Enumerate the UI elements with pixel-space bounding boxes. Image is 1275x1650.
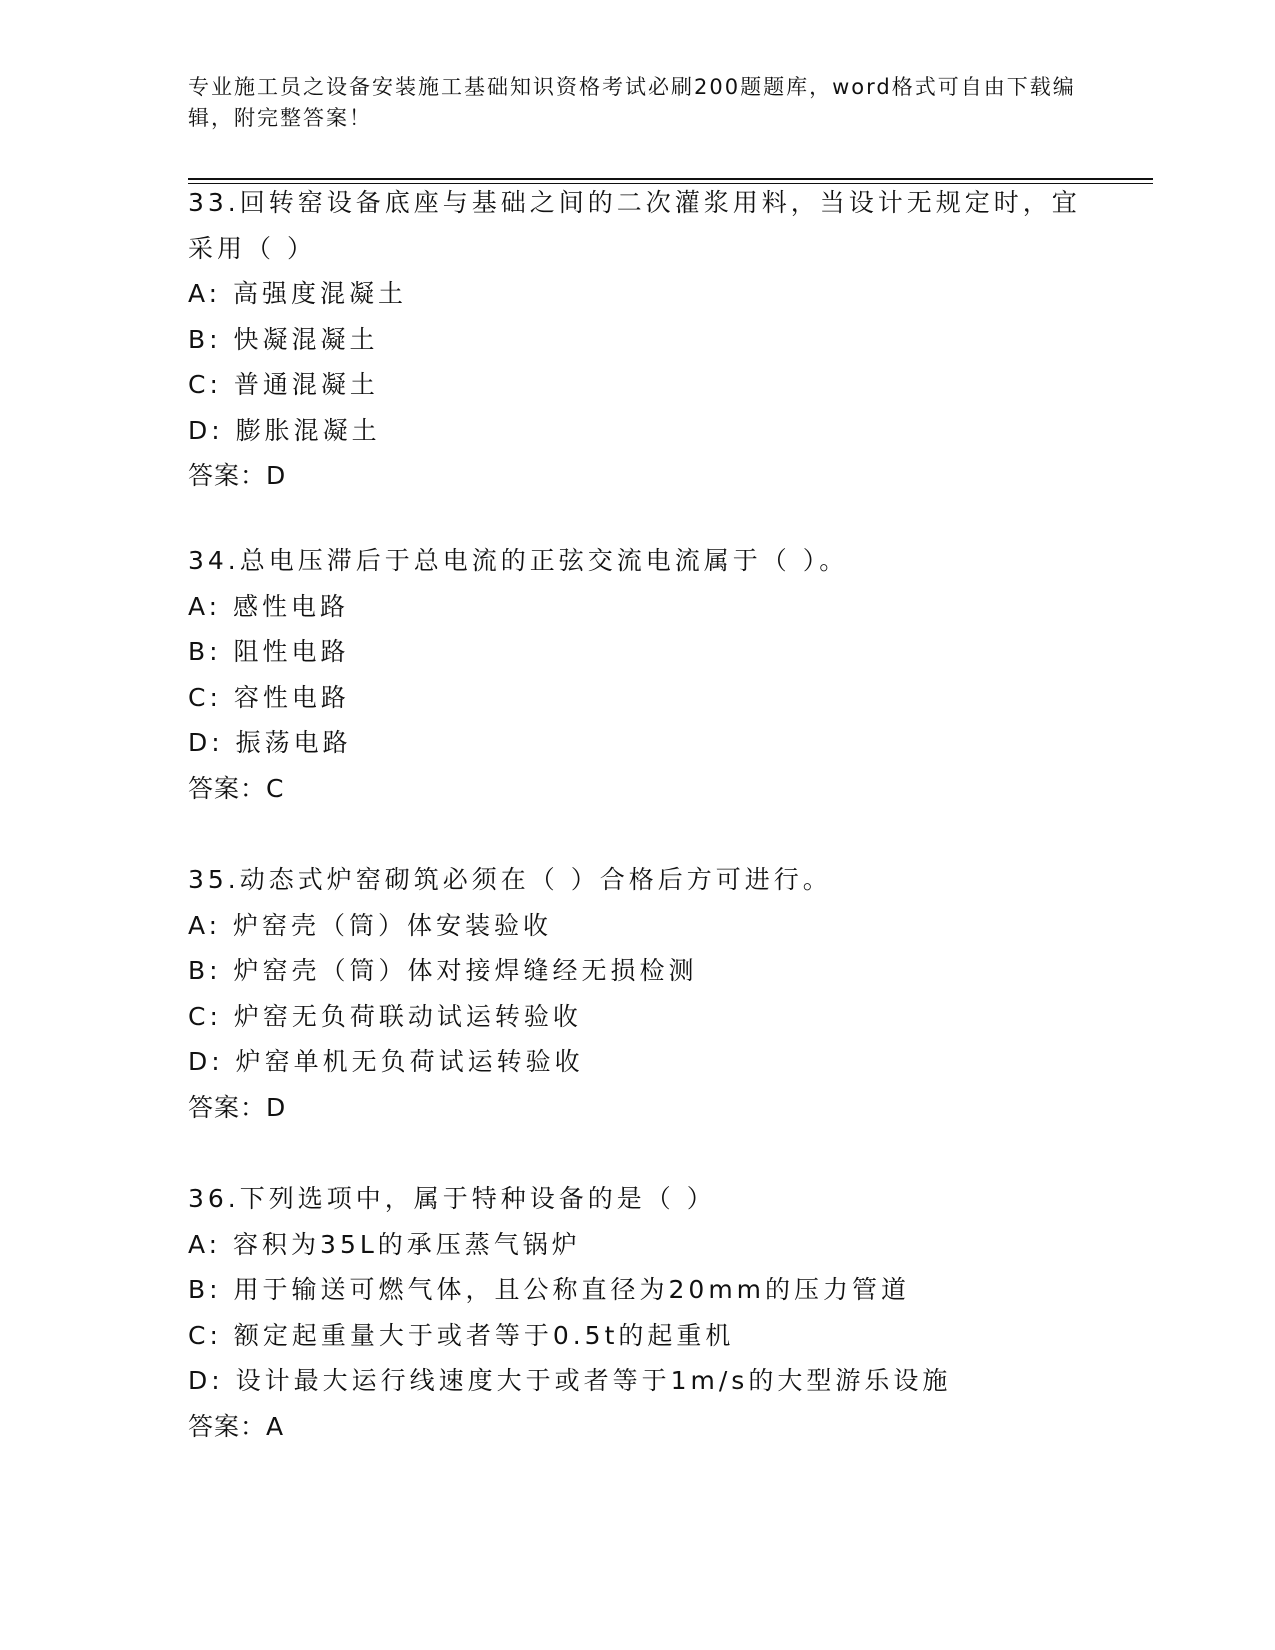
question-stem: 36.下列选项中，属于特种设备的是（ ）: [188, 1184, 716, 1213]
option-d: D: 振荡电路: [188, 728, 352, 757]
option-a: A: 高强度混凝土: [188, 279, 408, 308]
question-33: [188, 180, 1093, 499]
document-header: 专业施工员之设备安装施工基础知识资格考试必刷200题题库，word格式可自由下载编辑，附完整答案！: [188, 75, 1076, 130]
question-34: [188, 538, 1093, 811]
question-stem: 33.回转窑设备底座与基础之间的二次灌浆用料，当设计无规定时，宜采用（ ）: [188, 188, 1081, 263]
option-d: D: 设计最大运行线速度大于或者等于1m/s的大型游乐设施: [188, 1366, 952, 1395]
option-d: D: 炉窑单机无负荷试运转验收: [188, 1047, 584, 1076]
option-c: C: 炉窑无负荷联动试运转验收: [188, 1001, 582, 1031]
option-a: A: 感性电路: [188, 591, 350, 621]
option-b: B: 阻性电路: [188, 637, 350, 666]
answer: 答案：C: [188, 773, 285, 803]
option-a: A: 容积为35L的承压蒸气锅炉: [188, 1229, 581, 1259]
option-c: C: 额定起重量大于或者等于0.5t的起重机: [188, 1320, 735, 1350]
question-36: [188, 1176, 1093, 1449]
question-stem: 34.总电压滞后于总电流的正弦交流电流属于（ ）。: [188, 546, 849, 575]
option-d: D: 膨胀混凝土: [188, 415, 381, 445]
option-c: C: 普通混凝土: [188, 370, 379, 399]
option-b: B: 快凝混凝土: [188, 324, 379, 354]
question-stem: 35.动态式炉窑砌筑必须在（ ）合格后方可进行。: [188, 865, 832, 894]
answer: 答案：D: [188, 461, 287, 490]
option-a: A: 炉窑壳（筒）体安装验收: [188, 910, 553, 940]
option-b: B: 用于输送可燃气体，且公称直径为20mm的压力管道: [188, 1275, 911, 1304]
answer: 答案：A: [188, 1411, 285, 1441]
question-35: [188, 857, 1093, 1130]
option-c: C: 容性电路: [188, 682, 350, 712]
answer: 答案：D: [188, 1092, 287, 1122]
option-b: B: 炉窑壳（筒）体对接焊缝经无损检测: [188, 956, 698, 985]
